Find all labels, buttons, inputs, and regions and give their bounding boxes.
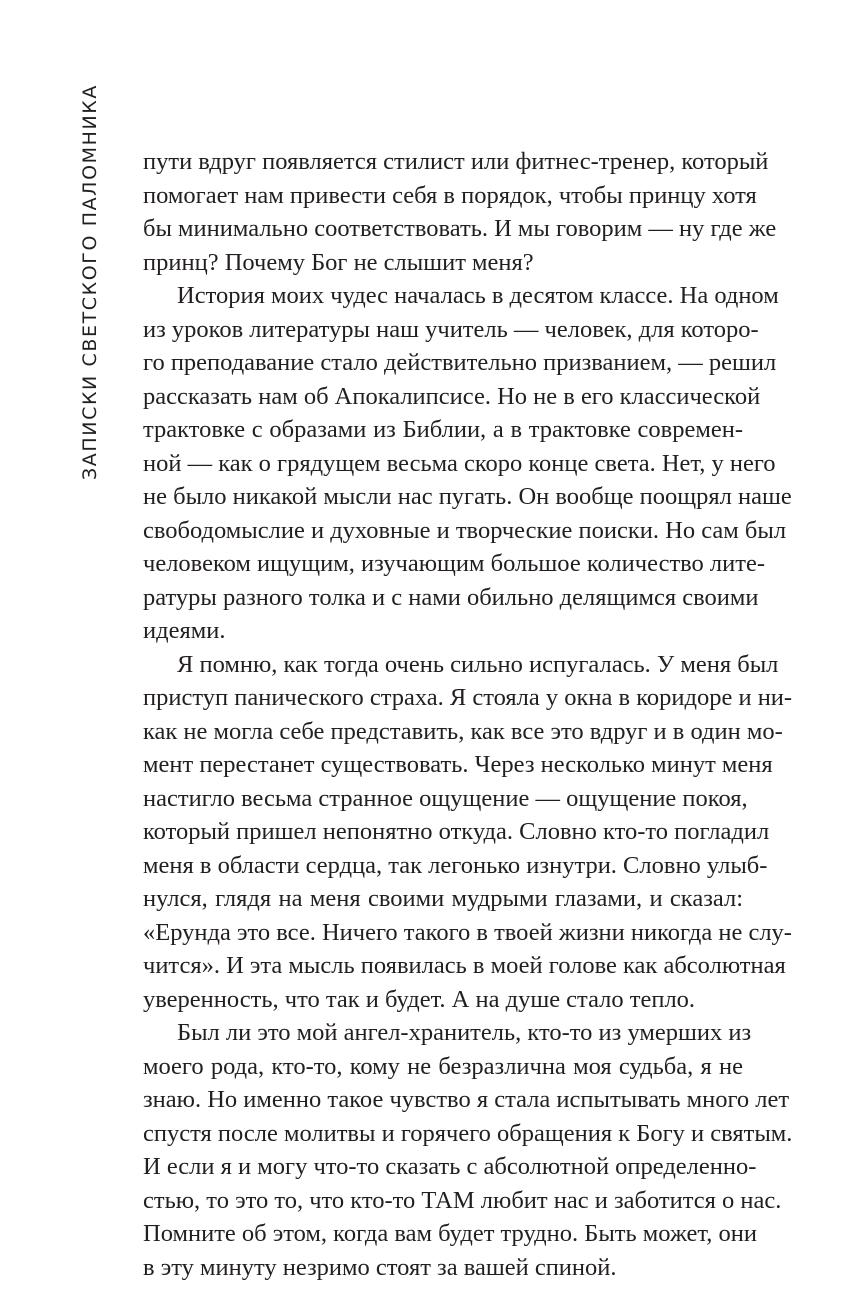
text-line: И если я и могу что-то сказать с абсолютной определенно- [143, 1153, 757, 1180]
paragraph [143, 1016, 793, 1284]
text-line: Помните об этом, когда вам будет трудно. Быть может, они [143, 1220, 758, 1247]
text-line: чится». И эта мысль появилась в моей голове как абсолютная [143, 952, 786, 979]
text-line: ратуры разного толка и с нами обильно делящимся своими [143, 583, 759, 611]
text-line: меня в области сердца, так легонько изнутри. Словно улыб- [143, 851, 768, 879]
text-line: настигло весьма странное ощущение — ощущение покоя, [143, 784, 748, 812]
text-line: Я помню, как тогда очень сильно испугалась. У меня был [177, 650, 779, 678]
text-line: знаю. Но именно такое чувство я стала испытывать много лет [143, 1086, 790, 1113]
text-line: помогает нам привести себя в порядок, чтобы принцу хотя [143, 181, 757, 209]
text-line: мент перестанет существовать. Через несколько минут меня [143, 751, 773, 778]
paragraph [143, 145, 777, 279]
text-line: «Ерунда это все. Ничего такого в твоей жизни никогда не слу- [143, 918, 792, 946]
text-line: История моих чудес началась в десятом классе. На одном [177, 282, 779, 309]
text-line: человеком ищущим, изучающим большое количество лите- [143, 550, 765, 577]
text-line: Был ли это мой ангел-хранитель, кто-то из умерших из [177, 1019, 752, 1046]
text-line: трактовке с образами из Библии, а в трактовке современ- [143, 416, 743, 443]
text-line: моего рода, кто-то, кому не безразлична моя судьба, я не [143, 1052, 743, 1080]
text-line: не было никакой мысли нас пугать. Он вообще поощрял наше [143, 483, 792, 510]
text-line: нулся, глядя на меня своими мудрыми глазами, и сказал: [143, 885, 743, 912]
text-line: пути вдруг появляется стилист или фитнес-тренер, который [143, 148, 769, 175]
text-line: рассказать нам об Апокалипсисе. Но не в его классической [143, 382, 761, 410]
text-line: спустя после молитвы и горячего обращения к Богу и святым. [143, 1119, 793, 1147]
text-line: уверенность, что так и будет. А на душе стало тепло. [143, 985, 696, 1013]
body-text [143, 145, 793, 1284]
text-line: идеями. [143, 617, 226, 644]
text-line: го преподавание стало действительно призванием, — решил [143, 349, 777, 376]
text-line: стью, то это то, что кто-то ТАМ любит нас и заботится о нас. [143, 1186, 782, 1214]
text-line: как не могла себе представить, как все это вдруг и в один мо- [143, 717, 783, 745]
running-head-title: ЗАПИСКИ СВЕТСКОГО ПАЛОМНИКА [79, 84, 101, 480]
text-line: который пришел непонятно откуда. Словно кто-то погладил [143, 818, 770, 845]
text-line: ной — как о грядущем весьма скоро конце света. Нет, у него [143, 449, 776, 477]
text-line: свободомыслие и духовные и творческие поиски. Но сам был [143, 516, 787, 544]
text-line: из уроков литературы наш учитель — человек, для которо- [143, 315, 759, 343]
text-line: бы минимально соответствовать. И мы говорим — ну где же [143, 215, 777, 242]
text-line: принц? Почему Бог не слышит меня? [143, 248, 534, 276]
text-line: приступ панического страха. Я стояла у окна в коридоре и ни- [143, 684, 793, 711]
text-line: в эту минуту незримо стоят за вашей спиной. [143, 1253, 617, 1281]
paragraph [143, 279, 792, 648]
paragraph [143, 648, 793, 1017]
